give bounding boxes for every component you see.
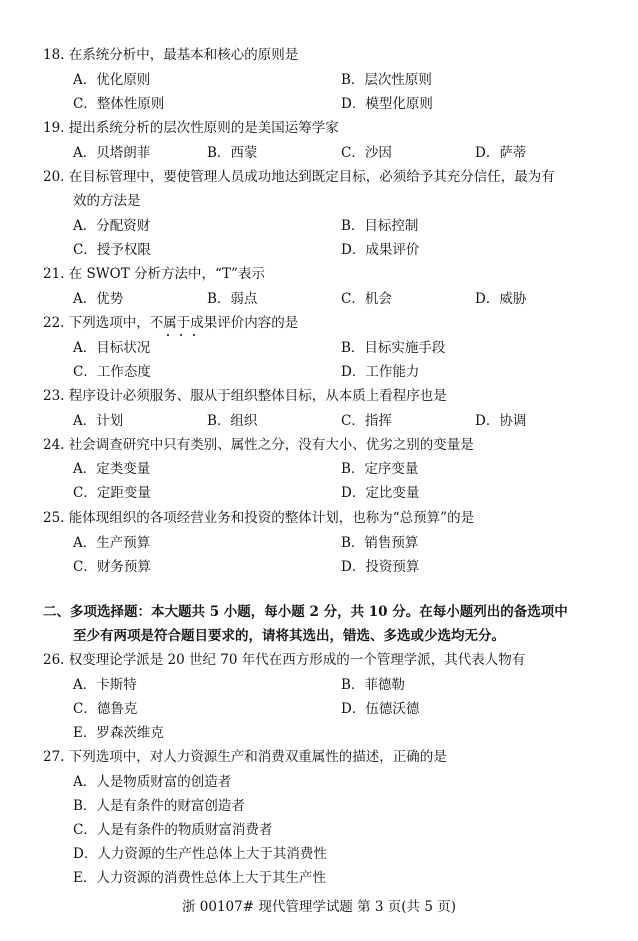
q25-option-c: C．财务预算 [73, 559, 151, 575]
q22-option-b: B．目标实施手段 [341, 340, 446, 356]
q25-stem: 25. 能体现组织的各项经营业务和投资的整体计划，也称为“总预算”的是 [43, 510, 475, 526]
q27-option-c: C．人是有条件的物质财富消费者 [73, 822, 273, 838]
q20-stem-line1: 20. 在目标管理中，要使管理人员成功地达到既定目标，必须给予其充分信任，最为有 [43, 169, 555, 185]
q24-stem: 24. 社会调查研究中只有类别、属性之分，没有大小、优劣之别的变量是 [43, 437, 474, 453]
q21-option-d: D．威胁 [475, 291, 527, 307]
q19-option-b: B．西蒙 [207, 145, 258, 161]
q20-option-b: B．目标控制 [341, 218, 419, 234]
q24-option-a: A．定类变量 [73, 461, 151, 477]
q20-option-d: D．成果评价 [341, 242, 420, 258]
q27-option-a: A．人是物质财富的创造者 [73, 774, 232, 790]
q26-option-e: E．罗森茨维克 [73, 725, 164, 741]
q22-option-a: A．目标状况 [73, 340, 151, 356]
q27-option-b: B．人是有条件的财富创造者 [73, 798, 245, 814]
q19-option-d: D．萨蒂 [475, 145, 527, 161]
q19-option-a: A．贝塔朗菲 [73, 145, 151, 161]
emphasis-dot [193, 334, 195, 336]
q18-stem: 18. 在系统分析中，最基本和核心的原则是 [43, 47, 299, 63]
q24-option-d: D．定比变量 [341, 485, 420, 501]
section2-heading-line2: 至少有两项是符合题目要求的，请将其选出，错选、多选或少选均无分。 [73, 628, 505, 644]
q22-option-d: D．工作能力 [341, 364, 420, 380]
q23-option-c: C．指挥 [341, 413, 392, 429]
page-footer: 浙 00107# 现代管理学试题 第 3 页(共 5 页) [181, 899, 456, 915]
q19-option-c: C．沙因 [341, 145, 392, 161]
q21-stem: 21. 在 SWOT 分析方法中，“T”表示 [43, 266, 265, 282]
q19-stem: 19. 提出系统分析的层次性原则的是美国运筹学家 [43, 120, 339, 136]
q22-stem: 22. 下列选项中，不属于成果评价内容的是 [43, 315, 299, 331]
q26-stem: 26. 权变理论学派是 20 世纪 70 年代在西方形成的一个管理学派，其代表人物有 [43, 652, 526, 668]
q21-option-c: C．机会 [341, 291, 392, 307]
q20-option-a: A．分配资财 [73, 218, 151, 234]
q18-option-c: C．整体性原则 [73, 96, 165, 112]
q18-option-d: D．模型化原则 [341, 96, 433, 112]
q25-option-d: D．投资预算 [341, 559, 420, 575]
q18-option-a: A．优化原则 [73, 72, 151, 88]
section2-heading-line1: 二、多项选择题：本大题共 5 小题，每小题 2 分，共 10 分。在每小题列出的备选项中 [43, 604, 568, 620]
q27-option-e: E．人力资源的消费性总体上大于其生产性 [73, 870, 326, 886]
q26-option-d: D．伍德沃德 [341, 701, 420, 717]
q23-option-b: B．组织 [207, 413, 258, 429]
q20-option-c: C．授予权限 [73, 242, 151, 258]
q23-option-d: D．协调 [475, 413, 527, 429]
q21-option-a: A．优势 [73, 291, 124, 307]
q25-option-b: B．销售预算 [341, 535, 419, 551]
q21-option-b: B．弱点 [207, 291, 258, 307]
q20-stem-line2: 效的方法是 [73, 193, 141, 209]
q22-option-c: C．工作态度 [73, 364, 151, 380]
q26-option-b: B．菲德勒 [341, 677, 405, 693]
q26-option-a: A．卡斯特 [73, 677, 137, 693]
emphasis-dot [167, 334, 169, 336]
q26-option-c: C．德鲁克 [73, 701, 138, 717]
q27-option-d: D．人力资源的生产性总体上大于其消费性 [73, 846, 327, 862]
q24-option-c: C．定距变量 [73, 485, 151, 501]
emphasis-dot [180, 334, 182, 336]
q18-option-b: B．层次性原则 [341, 72, 432, 88]
q23-option-a: A．计划 [73, 413, 124, 429]
q25-option-a: A．生产预算 [73, 535, 151, 551]
q23-stem: 23. 程序设计必须服务、服从于组织整体目标，从本质上看程序也是 [43, 388, 447, 404]
q24-option-b: B．定序变量 [341, 461, 419, 477]
q27-stem: 27. 下列选项中，对人力资源生产和消费双重属性的描述，正确的是 [43, 749, 447, 765]
